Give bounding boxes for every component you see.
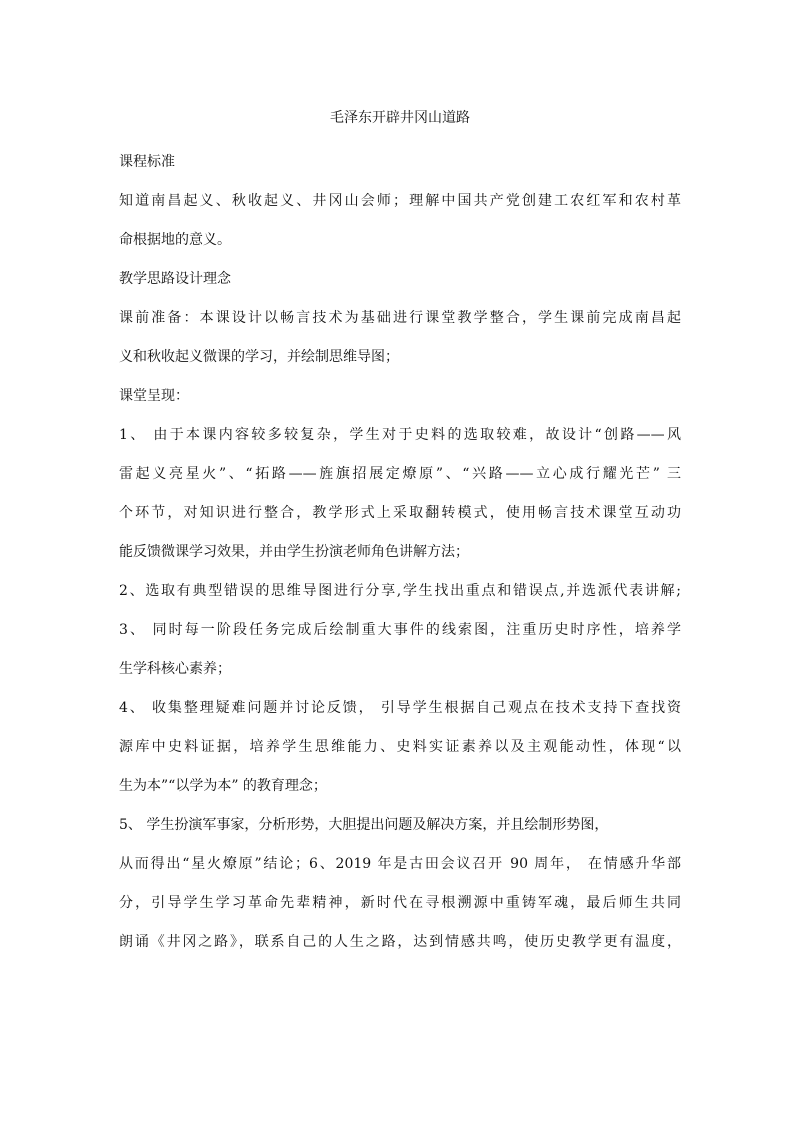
- paragraph-line: 能反馈微课学习效果，并由学生扮演老师角色讲解方法；: [119, 544, 469, 560]
- paragraph-line: 课前准备：本课设计以畅言技术为基础进行课堂教学整合，学生课前完成南昌起: [119, 310, 681, 326]
- paragraph-line: 雷起义亮星火”、“拓路——旌旗招展定燎原”、“兴路——立心成行耀光芒” 三: [119, 466, 681, 482]
- paragraph-line: 1、 由于本课内容较多较复杂，学生对于史料的选取较难，故设计“创路——风: [119, 427, 681, 443]
- paragraph-line: 5、 学生扮演军事家，分析形势，大胆提出问题及解决方案，并且绘制形势图，: [119, 817, 609, 833]
- heading-teaching-design: 教学思路设计理念: [119, 271, 231, 287]
- paragraph-line: 分，引导学生学习革命先辈精神，新时代在寻根溯源中重铸军魂，最后师生共同: [119, 895, 681, 911]
- heading-classroom-presentation: 课堂呈现：: [119, 388, 189, 404]
- document-title: 毛泽东开辟井冈山道路: [330, 110, 470, 126]
- paragraph-line: 命根据地的意义。: [119, 232, 231, 248]
- paragraph-line: 从而得出“星火燎原”结论；6、2019 年是古田会议召开 90 周年， 在情感升华部: [119, 856, 681, 872]
- paragraph-line: 知道南昌起义、秋收起义、井冈山会师；理解中国共产党创建工农红军和农村革: [119, 193, 681, 209]
- paragraph-line: 生为本”“以学为本” 的教育理念；: [119, 778, 327, 794]
- paragraph-line: 生学科核心素养；: [119, 661, 231, 677]
- paragraph-line: 义和秋收起义微课的学习，并绘制思维导图；: [119, 349, 399, 365]
- paragraph-line: 3、 同时每一阶段任务完成后绘制重大事件的线索图，注重历史时序性，培养学: [119, 622, 681, 638]
- document-body: [119, 104, 681, 962]
- paragraph-line: 朗诵《井冈之路》，联系自己的人生之路，达到情感共鸣，使历史教学更有温度，: [119, 934, 681, 950]
- paragraph-line: 源库中史料证据，培养学生思维能力、史料实证素养以及主观能动性，体现“以: [119, 739, 681, 755]
- heading-curriculum-standard: 课程标准: [119, 154, 175, 170]
- paragraph-line: 4、 收集整理疑难问题并讨论反馈， 引导学生根据自己观点在技术支持下查找资: [119, 700, 681, 716]
- paragraph-line: 2、选取有典型错误的思维导图进行分享,学生找出重点和错误点,并选派代表讲解;: [119, 583, 681, 599]
- paragraph-line: 个环节，对知识进行整合，教学形式上采取翻转模式，使用畅言技术课堂互动功: [119, 505, 681, 521]
